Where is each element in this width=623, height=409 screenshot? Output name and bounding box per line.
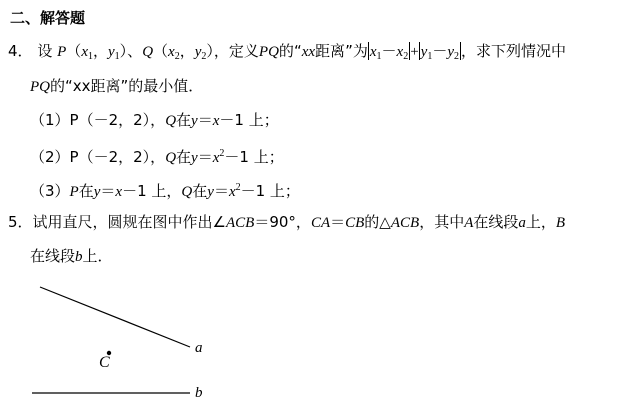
label-a: a [195, 340, 203, 356]
q4-item-2: （2）P（－2，2），Q在$y=x^2-1$ 上； [30, 148, 284, 166]
q4-item-1: （1）P（－2，2），Q在y＝x－1 上； [30, 111, 279, 129]
q4-line-1: 4． 设 $P(x_1$，$y_1$）、$Q(x_2$，$y_2$），定义PQ的“xx距离”为 $x_1-x_2 + y_1-y_2$ ，求下列情况中 [8, 42, 567, 62]
geometry-figure [0, 276, 260, 409]
q4-item-3: （3）P在y＝x－1 上，Q在$y=x^2-1$ 上； [30, 182, 300, 200]
label-b: b [195, 385, 203, 401]
section-title: 二、解答题 [10, 9, 86, 27]
q5-line-2: 在线段b上． [30, 247, 113, 265]
q4-number: 4． [8, 42, 33, 60]
q5-number: 5． [8, 213, 33, 231]
label-C: C [99, 354, 110, 371]
q5-line-1: 5．试用直尺，圆规在图中作出∠ACB＝90°，CA＝CB的△ACB，其中A在线段a上，B [8, 213, 566, 231]
abs-y-diff: $y_1-y_2$ [420, 44, 460, 62]
q4-line-2: PQ的“xx距离”的最小值． [30, 77, 204, 95]
segment-a [40, 287, 190, 347]
abs-x-diff: $x_1-x_2$ [369, 44, 409, 62]
